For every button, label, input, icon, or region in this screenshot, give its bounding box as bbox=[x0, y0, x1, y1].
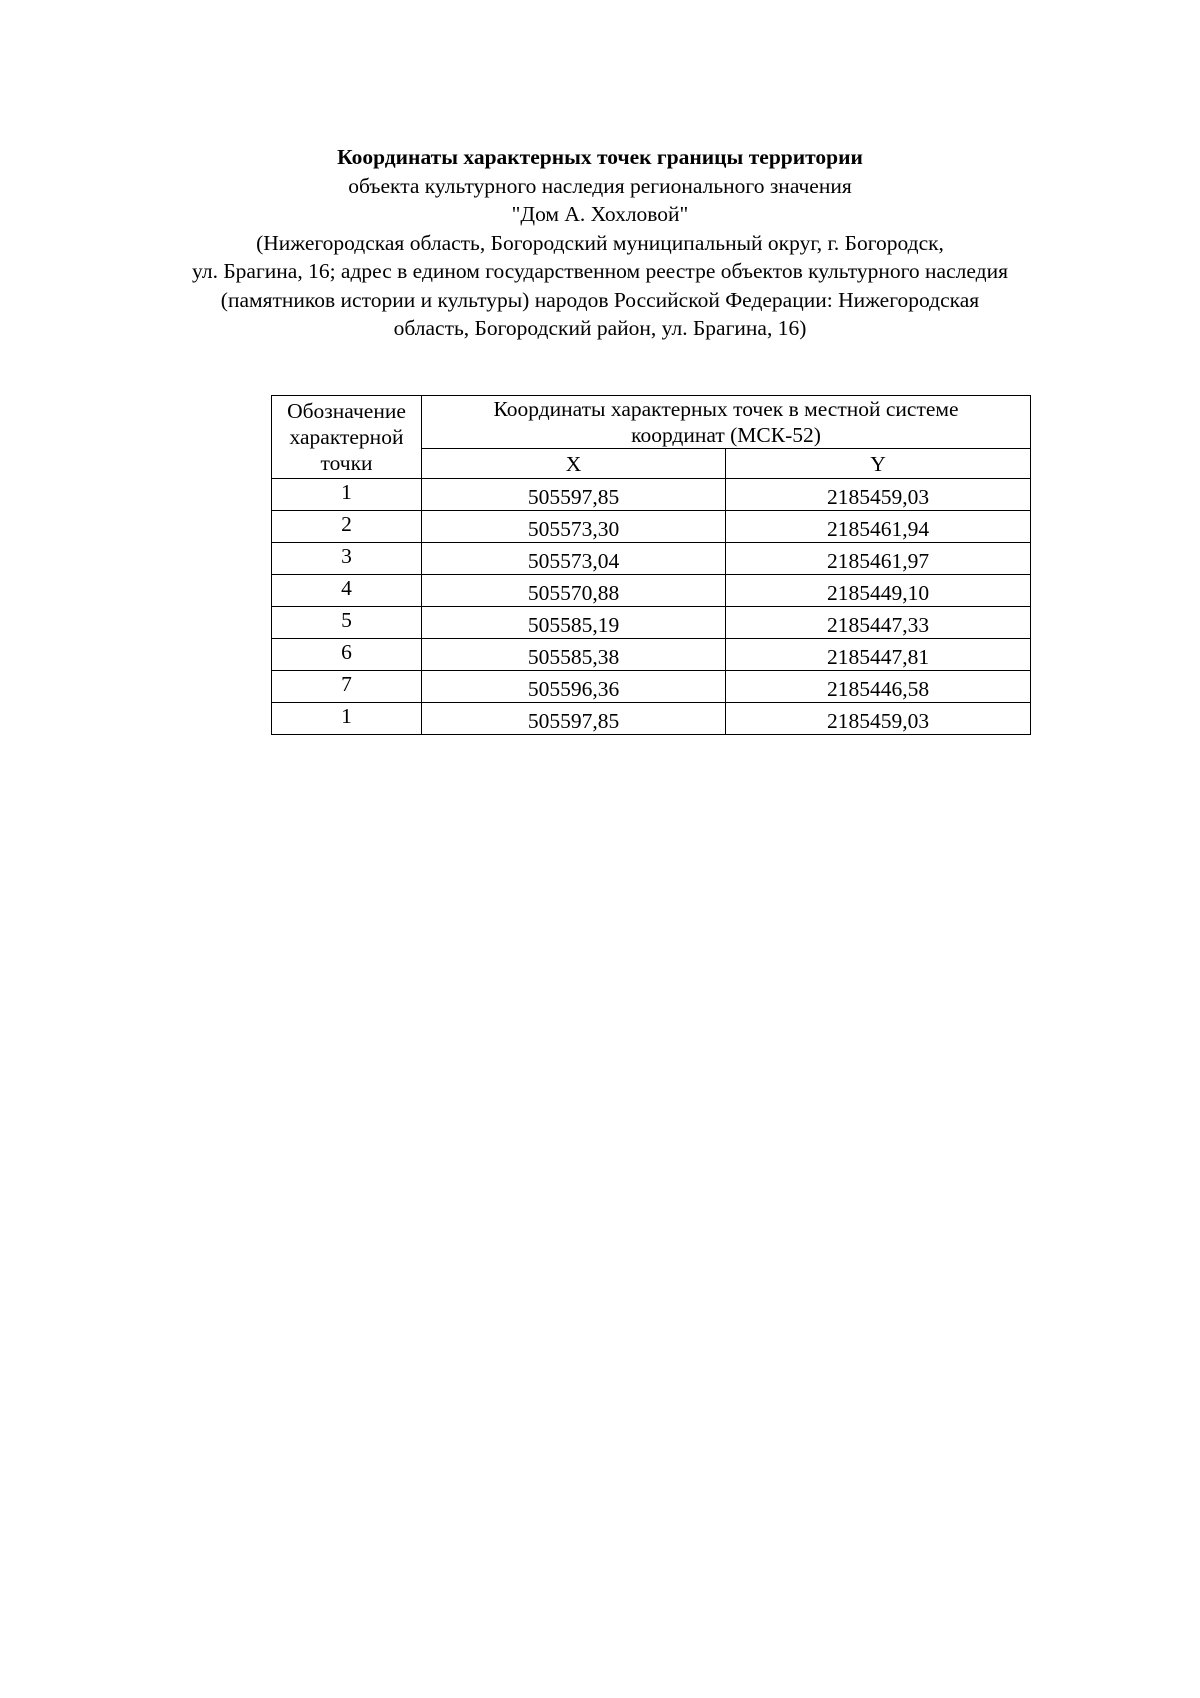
subtitle-line: область, Богородский район, ул. Брагина, 16) bbox=[393, 316, 807, 340]
table-row bbox=[272, 479, 1031, 511]
header-point-designation bbox=[272, 396, 422, 479]
cell-point: 1 bbox=[272, 479, 422, 511]
header-x: X bbox=[422, 449, 726, 479]
cell-point: 6 bbox=[272, 639, 422, 671]
table-row bbox=[272, 703, 1031, 735]
document-title: Координаты характерных точек границы территории bbox=[337, 145, 863, 169]
subtitle-line: "Дом А. Хохловой" bbox=[511, 202, 689, 226]
cell-y: 2185449,10 bbox=[726, 575, 1031, 607]
table-row bbox=[272, 543, 1031, 575]
table-row bbox=[272, 511, 1031, 543]
table-row bbox=[272, 639, 1031, 671]
cell-point: 7 bbox=[272, 671, 422, 703]
cell-y: 2185446,58 bbox=[726, 671, 1031, 703]
header-coords-line: координат (МСК-52) bbox=[631, 423, 821, 447]
cell-y: 2185461,94 bbox=[726, 511, 1031, 543]
subtitle-line: (памятников истории и культуры) народов Российской Федерации: Нижегородская bbox=[220, 287, 980, 312]
cell-x: 505585,38 bbox=[422, 639, 726, 671]
cell-y: 2185447,81 bbox=[726, 639, 1031, 671]
cell-x: 505597,85 bbox=[422, 479, 726, 511]
table-header-row bbox=[272, 396, 1031, 449]
cell-y: 2185461,97 bbox=[726, 543, 1031, 575]
header-point-line: точки bbox=[320, 451, 373, 475]
header-coords-line: Координаты характерных точек в местной системе bbox=[493, 397, 959, 421]
cell-point: 2 bbox=[272, 511, 422, 543]
subtitle-line: (Нижегородская область, Богородский муниципальный округ, г. Богородск, bbox=[256, 230, 944, 255]
cell-x: 505596,36 bbox=[422, 671, 726, 703]
subtitle-line: ул. Брагина, 16; адрес в едином государственном реестре объектов культурного наследия bbox=[192, 259, 1008, 283]
header-point-line: характерной bbox=[289, 425, 404, 449]
table-row bbox=[272, 671, 1031, 703]
cell-x: 505597,85 bbox=[422, 703, 726, 735]
cell-point: 4 bbox=[272, 575, 422, 607]
header-point-line: Обозначение bbox=[287, 399, 406, 423]
cell-y: 2185459,03 bbox=[726, 703, 1031, 735]
table-row bbox=[272, 575, 1031, 607]
table-row bbox=[272, 607, 1031, 639]
cell-x: 505573,04 bbox=[422, 543, 726, 575]
cell-y: 2185459,03 bbox=[726, 479, 1031, 511]
coordinates-table bbox=[271, 395, 1031, 735]
document-header bbox=[150, 143, 1050, 343]
cell-x: 505585,19 bbox=[422, 607, 726, 639]
cell-point: 5 bbox=[272, 607, 422, 639]
cell-x: 505570,88 bbox=[422, 575, 726, 607]
subtitle-line: объекта культурного наследия регионального значения bbox=[348, 173, 852, 198]
header-coordinates bbox=[422, 396, 1031, 449]
cell-x: 505573,30 bbox=[422, 511, 726, 543]
cell-y: 2185447,33 bbox=[726, 607, 1031, 639]
cell-point: 1 bbox=[272, 703, 422, 735]
cell-point: 3 bbox=[272, 543, 422, 575]
header-y: Y bbox=[726, 449, 1031, 479]
